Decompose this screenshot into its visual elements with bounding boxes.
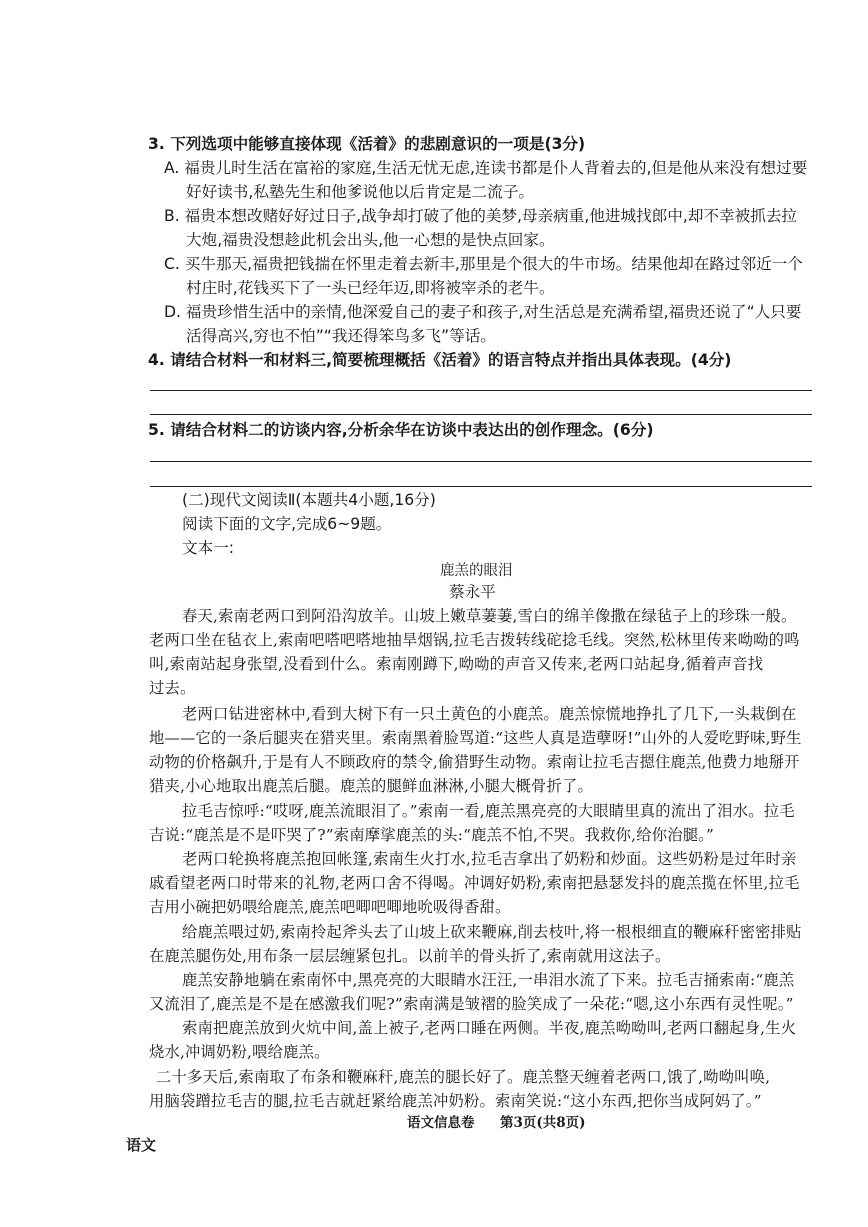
story-line: 吉说:“鹿羔是不是吓哭了?”索南摩挲鹿羔的头:“鹿羔不怕,不哭。我救你,给你治腿。” bbox=[149, 826, 715, 844]
story-line: 在鹿羔腿伤处,用布条一层层缠紧包扎。以前羊的骨头折了,索南就用这法子。 bbox=[149, 947, 671, 965]
story-line: 索南把鹿羔放到火炕中间,盖上被子,老两口睡在两侧。半夜,鹿羔呦呦叫,老两口翻起身,生火 bbox=[182, 1019, 797, 1037]
story-line: 地——它的一条后腿夹在猎夹里。索南黑着脸骂道:“这些人真是造孽呀!”山外的人爱吃野味,野生 bbox=[149, 729, 802, 747]
answer-line bbox=[150, 414, 812, 415]
story-line: 吉用小碗把奶喂给鹿羔,鹿羔吧唧吧唧地吮吸得香甜。 bbox=[149, 898, 511, 916]
story-line: 戚看望老两口时带来的礼物,老两口舍不得喝。冲调好奶粉,索南把悬瑟发抖的鹿羔揽在怀里,拉毛 bbox=[149, 874, 800, 892]
footer-page-number: 第3页(共8页) bbox=[500, 1115, 586, 1131]
story-line: 二十多天后,索南取了布条和鞭麻秆,鹿羔的腿长好了。鹿羔整天缠着老两口,饿了,呦呦叫唤, bbox=[156, 1068, 771, 1086]
story-line: 拉毛吉惊呼:“哎呀,鹿羔流眼泪了。”索南一看,鹿羔黑亮亮的大眼睛里真的流出了泪水。拉毛 bbox=[182, 802, 795, 820]
section-instruction: 阅读下面的文字,完成6~9题。 bbox=[182, 515, 392, 533]
answer-line bbox=[150, 486, 812, 487]
section-heading: (二)现代文阅读Ⅱ(本题共4小题,16分) bbox=[182, 491, 436, 509]
story-line: 用脑袋蹭拉毛吉的腿,拉毛吉就赶紧给鹿羔冲奶粉。索南笑说:“这小东西,把你当成阿妈了。” bbox=[149, 1092, 762, 1110]
story-line: 动物的价格飙升,于是有人不顾政府的禁令,偷猎野生动物。索南让拉毛吉摁住鹿羔,他费力地掰开 bbox=[149, 753, 800, 771]
q3-option-d-line2: 活得高兴,穷也不怕”“我还得笨鸟多飞”等话。 bbox=[186, 327, 496, 345]
story-line: 老两口坐在毡衣上,索南吧嗒吧嗒地抽旱烟锅,拉毛吉拨转线砣捻毛线。突然,松林里传来呦呦的鸣 bbox=[149, 631, 800, 649]
question-3-stem: 3. 下列选项中能够直接体现《活着》的悲剧意识的一项是(3分) bbox=[148, 135, 586, 153]
question-5-stem: 5. 请结合材料二的访谈内容,分析余华在访谈中表达出的创作理念。(6分) bbox=[148, 421, 654, 439]
q3-option-b-line1: B. 福贵本想改赌好好过日子,战争却打破了他的美梦,母亲病重,他进城找郎中,却不幸被抓去拉 bbox=[164, 207, 798, 225]
q3-option-c-line1: C. 买牛那天,福贵把钱揣在怀里走着去新丰,那里是个很大的牛市场。结果他却在路过邻近一个 bbox=[164, 255, 803, 273]
story-author: 蔡永平 bbox=[449, 583, 496, 601]
story-title: 鹿羔的眼泪 bbox=[440, 563, 513, 579]
story-line: 春天,索南老两口到阿沿沟放羊。山坡上嫩草萋萋,雪白的绵羊像撒在绿毡子上的珍珠一般。 bbox=[182, 607, 797, 625]
text-one-label: 文本一: bbox=[182, 539, 235, 557]
q3-option-a-line2: 好好读书,私塾先生和他爹说他以后肯定是二流子。 bbox=[186, 183, 535, 201]
story-line: 猎夹,小心地取出鹿羔后腿。鹿羔的腿鲜血淋淋,小腿大概骨折了。 bbox=[149, 777, 594, 795]
story-line: 老两口轮换将鹿羔抱回帐篷,索南生火打水,拉毛吉拿出了奶粉和炒面。这些奶粉是过年时亲 bbox=[182, 850, 797, 868]
question-4-stem: 4. 请结合材料一和材料三,简要梳理概括《活着》的语言特点并指出具体表现。(4分) bbox=[148, 351, 732, 369]
answer-line bbox=[150, 461, 812, 462]
story-line: 过去。 bbox=[149, 679, 196, 697]
q3-option-b-line2: 大炮,福贵没想趁此机会出头,他一心想的是快点回家。 bbox=[186, 231, 555, 249]
q3-option-a-line1: A. 福贵儿时生活在富裕的家庭,生活无忧无虑,连读书都是仆人背着去的,但是他从来没有想过要 bbox=[164, 159, 808, 177]
story-line: 老两口钻进密林中,看到大树下有一只土黄色的小鹿羔。鹿羔惊慌地挣扎了几下,一头栽倒在 bbox=[182, 705, 797, 723]
q3-option-c-line2: 村庄时,花钱买下了一头已经年迈,即将被宰杀的老牛。 bbox=[186, 279, 555, 297]
story-line: 叫,索南站起身张望,没看到什么。索南刚蹲下,呦呦的声音又传来,老两口站起身,循着声音找 bbox=[149, 655, 764, 673]
footer-paper-name: 语文信息卷 bbox=[407, 1115, 475, 1131]
subject-label: 语文 bbox=[126, 1136, 157, 1154]
story-line: 又流泪了,鹿羔是不是在感激我们呢?”索南满是皱褶的脸笑成了一朵花:“嗯,这小东西有灵性呢。” bbox=[149, 995, 794, 1013]
story-line: 鹿羔安静地躺在索南怀中,黑亮亮的大眼睛水汪汪,一串泪水流了下来。拉毛吉捅索南:“鹿羔 bbox=[182, 971, 795, 989]
story-line: 给鹿羔喂过奶,索南拎起斧头去了山坡上砍来鞭麻,削去枝叶,将一根根细直的鞭麻秆密密排贴 bbox=[182, 923, 802, 941]
answer-line bbox=[150, 390, 812, 391]
story-line: 烧水,冲调奶粉,喂给鹿羔。 bbox=[149, 1043, 330, 1061]
q3-option-d-line1: D. 福贵珍惜生活中的亲情,他深爱自己的妻子和孩子,对生活总是充满希望,福贵还说了“人只要 bbox=[164, 303, 802, 321]
